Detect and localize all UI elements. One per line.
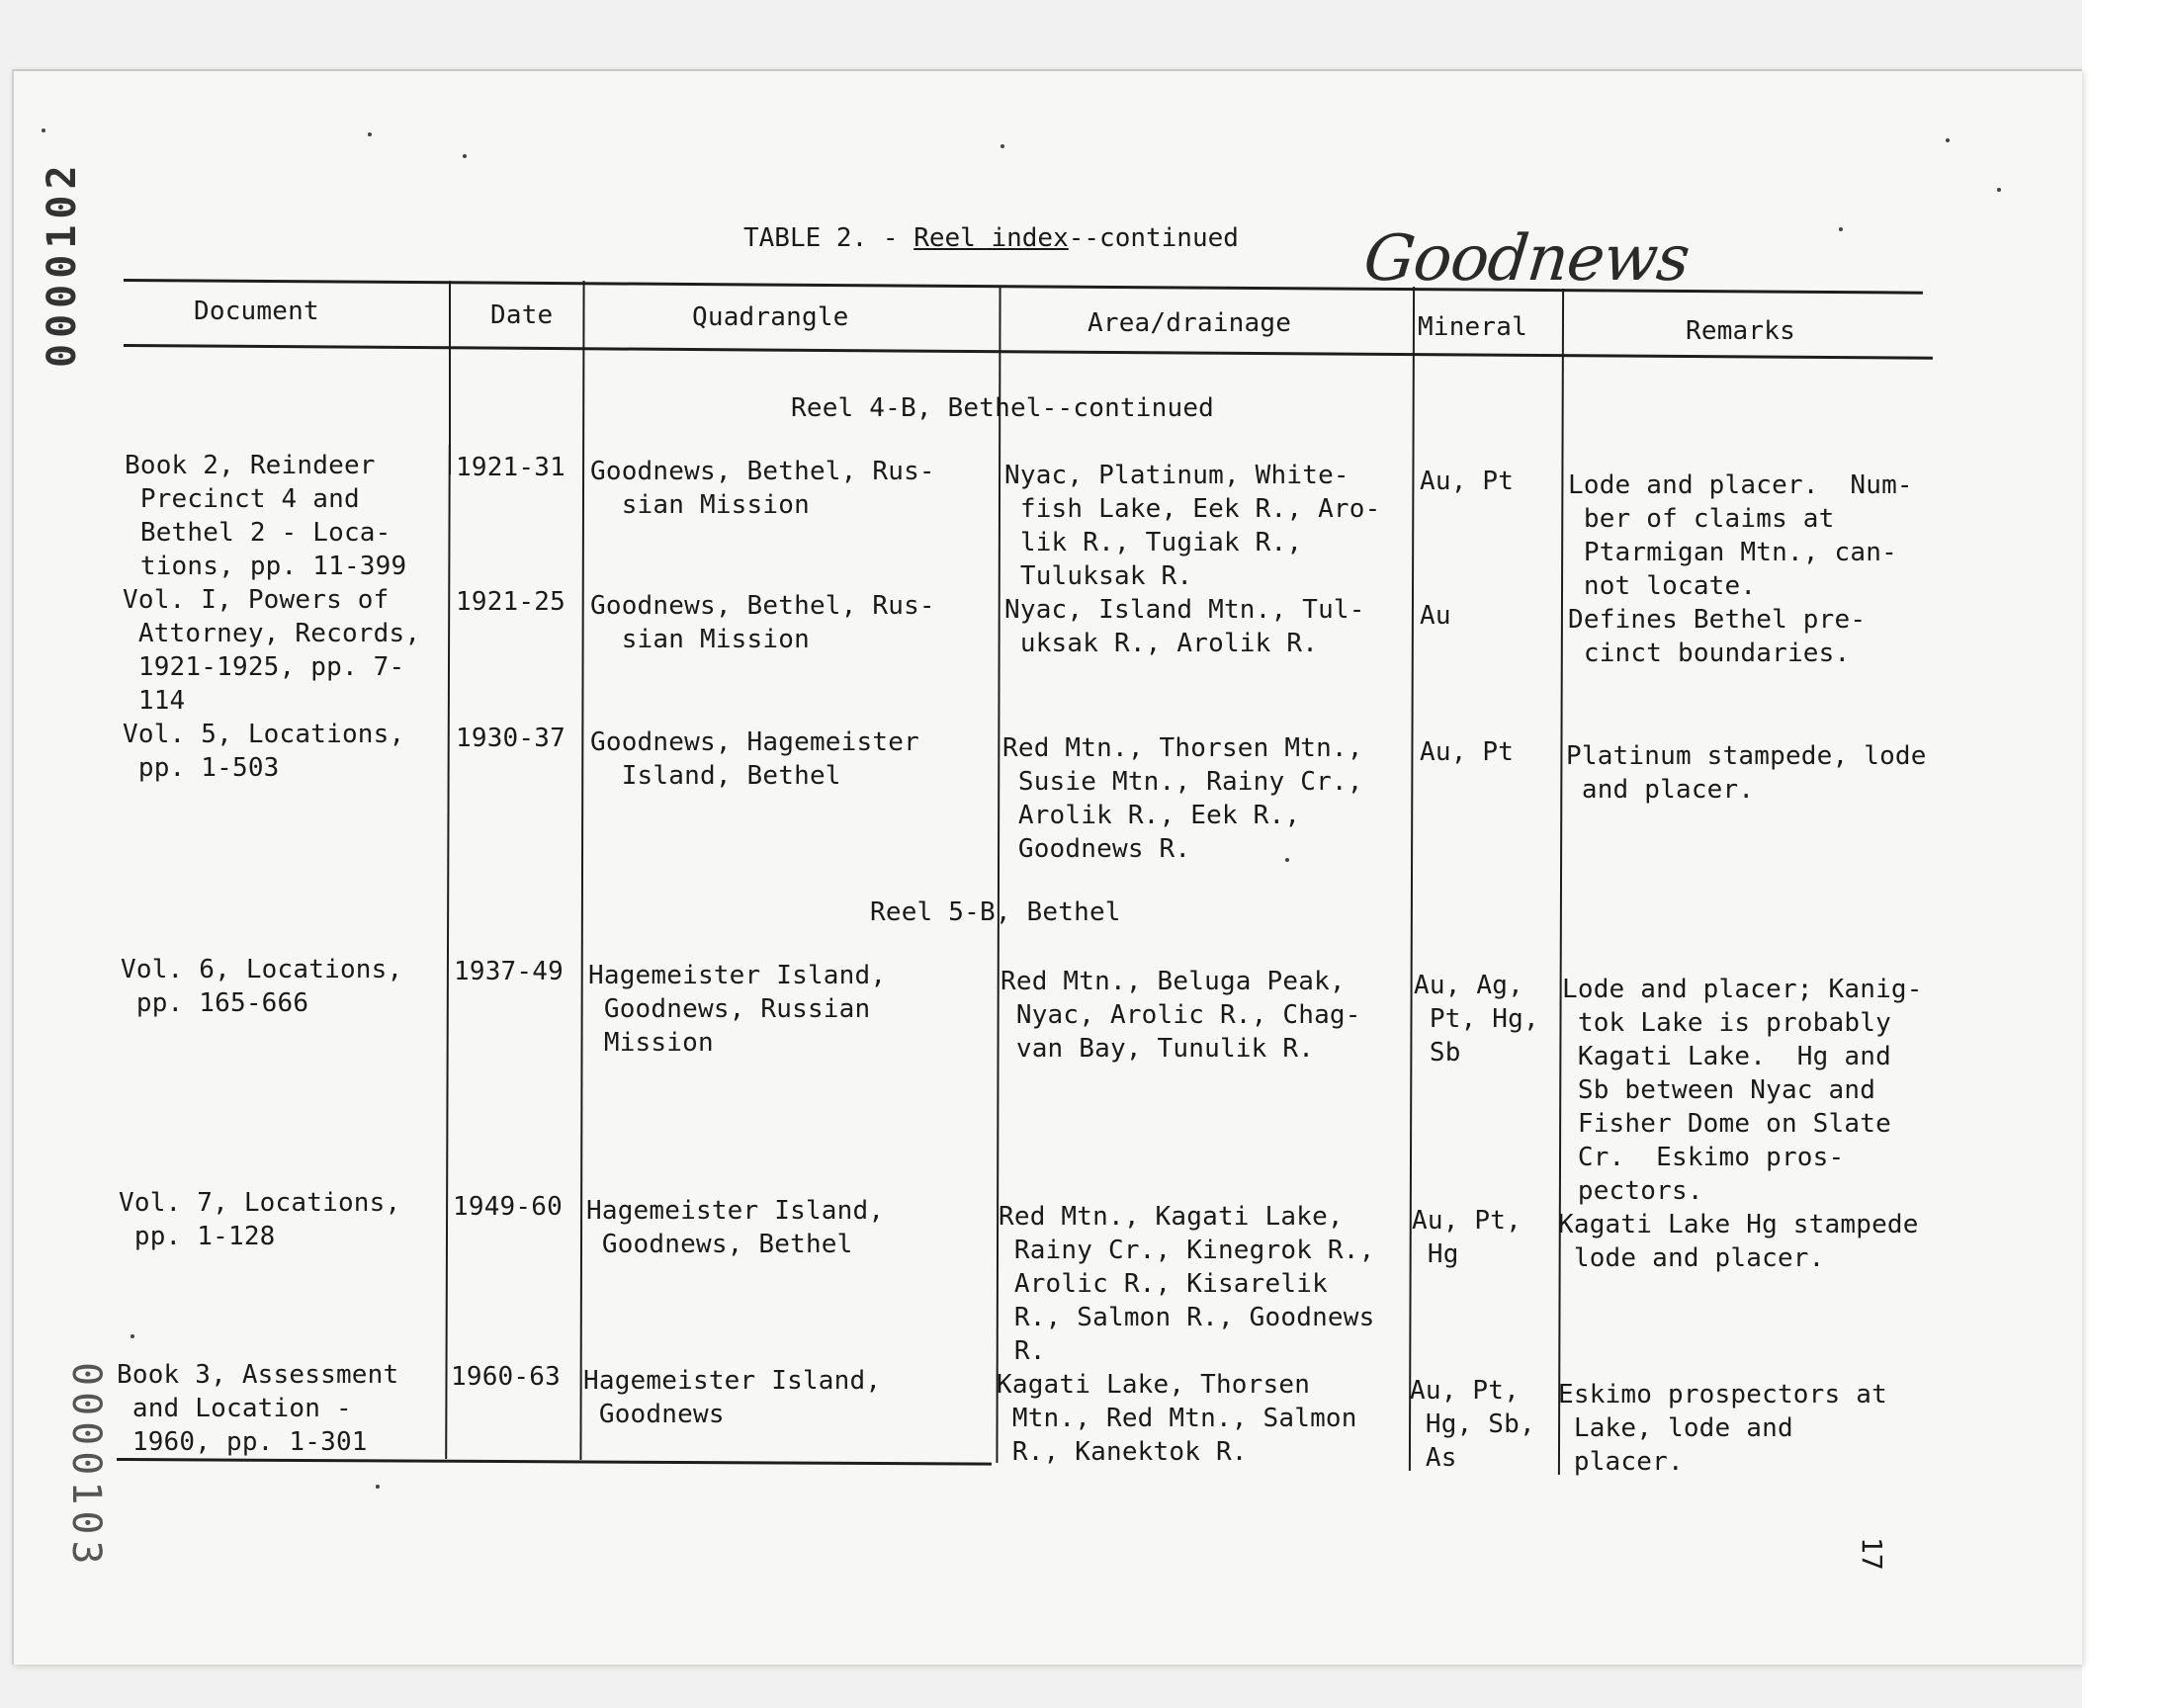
scan-speck [1285,858,1289,862]
cell-mineral: Au, Pt [1420,467,1515,496]
cell-quadrangle: Goodnews, Bethel, Rus- sian Mission [590,457,935,520]
cell-document: Book 2, Reindeer Precinct 4 and Bethel 2 - Loca- tions, pp. 11-399 [125,451,407,581]
cell-date: 1921-25 [456,587,566,617]
cell-quadrangle: Goodnews, Bethel, Rus- sian Mission [590,591,935,654]
scan-speck [1000,144,1004,148]
cell-area: Nyac, Island Mtn., Tul- uksak R., Arolik R. [1004,595,1365,658]
column-header-remarks: Remarks [1686,316,1795,346]
cell-quadrangle: Hagemeister Island, Goodnews [583,1366,882,1429]
cell-mineral: Au, Pt [1420,737,1515,767]
cell-mineral: Au [1420,601,1451,631]
scan-speck [1839,227,1843,231]
cell-date: 1949-60 [453,1192,563,1222]
handwritten-note: Goodnews [1360,222,1693,296]
cell-remarks: Kagati Lake Hg stampede lode and placer. [1558,1210,1919,1273]
cell-remarks: Lode and placer; Kanig- tok Lake is probably Kagati Lake. Hg and Sb between Nyac and Fisher Dome on Slate Cr. Eskimo pros- pectors. [1562,975,1923,1206]
archive-stamp-bottom: 0000103 [63,1362,109,1571]
cell-remarks: Platinum stampede, lode and placer. [1566,741,1927,805]
cell-quadrangle: Goodnews, Hagemeister Island, Bethel [590,727,919,791]
cell-date: 1937-49 [454,957,564,986]
cell-mineral: Au, Ag, Pt, Hg, Sb [1414,971,1539,1068]
cell-date: 1921-31 [456,453,566,482]
cell-document: Vol. 5, Locations, pp. 1-503 [123,720,405,783]
cell-document: Vol. I, Powers of Attorney, Records, 1921-1925, pp. 7- 114 [123,585,421,716]
cell-remarks: Defines Bethel pre- cinct boundaries. [1568,605,1867,668]
scan-speck [376,1485,380,1489]
table-title [743,223,1239,253]
title-underlined: Reel index [914,223,1069,253]
cell-date: 1960-63 [451,1362,561,1392]
cell-mineral: Au, Pt, Hg, Sb, As [1410,1376,1535,1473]
column-header-mineral: Mineral [1418,312,1527,342]
page-margin [2082,0,2175,1708]
title-suffix: --continued [1068,223,1239,253]
column-header-quadrangle: Quadrangle [692,302,849,332]
scan-speck [368,132,372,136]
column-header-date: Date [490,300,554,330]
cell-remarks: Lode and placer. Num- ber of claims at Ptarmigan Mtn., can- not locate. [1568,470,1913,601]
scan-speck [1946,138,1950,142]
title-prefix: TABLE 2. - [743,223,914,253]
page-number: 17 [1856,1537,1888,1571]
archive-stamp-top: 0000102 [40,159,85,368]
cell-document: Vol. 6, Locations, pp. 165-666 [121,955,403,1018]
cell-area: Kagati Lake, Thorsen Mtn., Red Mtn., Salmon R., Kanektok R. [997,1370,1357,1467]
scan-speck [42,128,45,132]
column-header-area: Area/drainage [1088,308,1292,338]
cell-area: Nyac, Platinum, White- fish Lake, Eek R., Aro- lik R., Tugiak R., Tuluksak R. [1004,461,1381,591]
cell-area: Red Mtn., Kagati Lake, Rainy Cr., Kinegrok R., Arolic R., Kisarelik R., Salmon R., Goodnews R. [999,1202,1375,1366]
cell-quadrangle: Hagemeister Island, Goodnews, Bethel [586,1196,885,1259]
cell-area: Red Mtn., Beluga Peak, Nyac, Arolic R., Chag- van Bay, Tunulik R. [1000,967,1361,1064]
cell-document: Vol. 7, Locations, pp. 1-128 [119,1188,401,1251]
cell-document: Book 3, Assessment and Location - 1960, pp. 1-301 [117,1360,399,1457]
scan-speck [463,154,467,158]
cell-area: Red Mtn., Thorsen Mtn., Susie Mtn., Rainy Cr., Arolik R., Eek R., Goodnews R. [1002,733,1363,864]
scan-speck [130,1334,134,1338]
column-header-document: Document [194,297,319,326]
cell-remarks: Eskimo prospectors at Lake, lode and placer. [1558,1380,1887,1477]
cell-date: 1930-37 [456,724,566,753]
section-heading: Reel 4-B, Bethel--continued [791,393,1215,423]
cell-quadrangle: Hagemeister Island, Goodnews, Russian Mission [588,961,887,1058]
cell-mineral: Au, Pt, Hg [1412,1206,1522,1269]
scan-speck [1997,188,2001,192]
section-heading: Reel 5-B, Bethel [870,897,1121,927]
